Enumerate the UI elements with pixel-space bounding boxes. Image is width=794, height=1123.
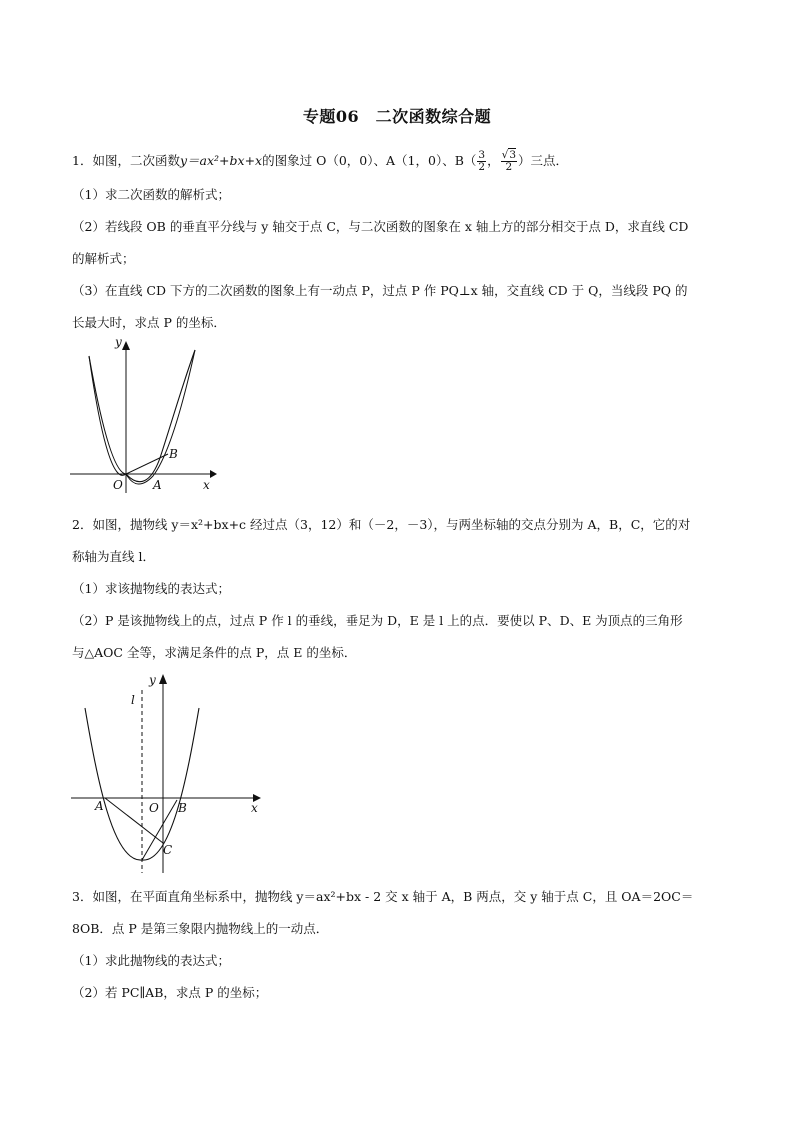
q1-fraction-x: $\frac{3}{2}$ — [478, 149, 486, 173]
q1-stem-end: ）三点． — [518, 153, 569, 168]
q1-formula: y＝ax²+bx+x — [179, 153, 263, 168]
q1-point-b-label: B（ — [454, 153, 477, 168]
page-title: 专题06 二次函数综合题 — [302, 107, 492, 126]
q1-fig-o-label: O — [113, 478, 123, 492]
q3-stem-line1: 3．如图，在平面直角坐标系中，抛物线 y＝ax²+bx - 2 交 x 轴于 A，B 两点，交 y 轴于点 C，且 OA＝2OC＝ — [72, 889, 694, 904]
q3-part1: （1）求此抛物线的表达式； — [72, 953, 230, 968]
q1-fig-a-label: A — [153, 478, 162, 492]
q2-stem-line1: 2．如图，抛物线 y＝x²+bx+c 经过点（3，12）和（－2，－3），与两坐标轴的交点分别为 A，B，C，它的对 — [72, 517, 691, 532]
q1-part2-line1: （2）若线段 OB 的垂直平分线与 y 轴交于点 C，与二次函数的图象在 x 轴上方的部分相交于点 D，求直线 CD — [72, 219, 689, 234]
q1-point-a: A（1，0） — [386, 153, 443, 168]
q2-fig-y-label: y — [149, 673, 156, 687]
q1-stem: 1．如图，二次函数y＝ax²+bx+x的图象过 O（0，0）、A（1，0）、B（ $\frac{3}{2}$ ， $\frac{√3}{2}$ ）三点． — [72, 149, 569, 173]
q3-stem-line2: 8OB．点 P 是第三象限内抛物线上的一动点． — [72, 921, 329, 936]
q2-fig-l-label: l — [131, 693, 135, 707]
q1-part3-line1: （3）在直线 CD 下方的二次函数的图象上有一动点 P，过点 P 作 PQ⊥x 轴，交直线 CD 于 Q，当线段 PQ 的 — [72, 283, 688, 298]
q1-figure — [65, 338, 225, 498]
q1-point-o: O（0，0） — [316, 153, 374, 168]
q1-fig-y-label: y — [115, 338, 122, 349]
q2-part2-line1: （2）P 是该抛物线上的点，过点 P 作 l 的垂线，垂足为 D，E 是 l 上的点．要使以 P、D、E 为顶点的三角形 — [72, 613, 683, 628]
q2-stem-line2: 称轴为直线 l． — [72, 549, 155, 564]
q2-fig-x-label: x — [251, 801, 258, 815]
q2-fig-b-label: B — [178, 801, 187, 815]
q1-stem-mid: 的图象过 — [262, 153, 313, 168]
q1-part2-line2: 的解析式； — [72, 251, 135, 266]
q1-part1: （1）求二次函数的解析式； — [72, 187, 230, 202]
q1-stem-start: 1．如图，二次函数 — [72, 153, 180, 168]
q2-fig-c-label: C — [163, 843, 173, 857]
q3-part2: （2）若 PC∥AB，求点 P 的坐标； — [72, 985, 268, 1000]
q1-fraction-y: $\frac{√3}{2}$ — [501, 149, 516, 173]
q2-fig-a-label: A — [95, 799, 104, 813]
q1-fig-b-label: B — [169, 447, 178, 461]
q2-figure — [65, 668, 270, 878]
q2-part1: （1）求该抛物线的表达式； — [72, 581, 230, 596]
q1-fig-x-label: x — [203, 478, 210, 492]
q2-fig-o-label: O — [149, 801, 159, 815]
q2-part2-line2: 与△AOC 全等，求满足条件的点 P，点 E 的坐标． — [72, 645, 357, 660]
q1-part3-line2: 长最大时，求点 P 的坐标． — [72, 315, 226, 330]
